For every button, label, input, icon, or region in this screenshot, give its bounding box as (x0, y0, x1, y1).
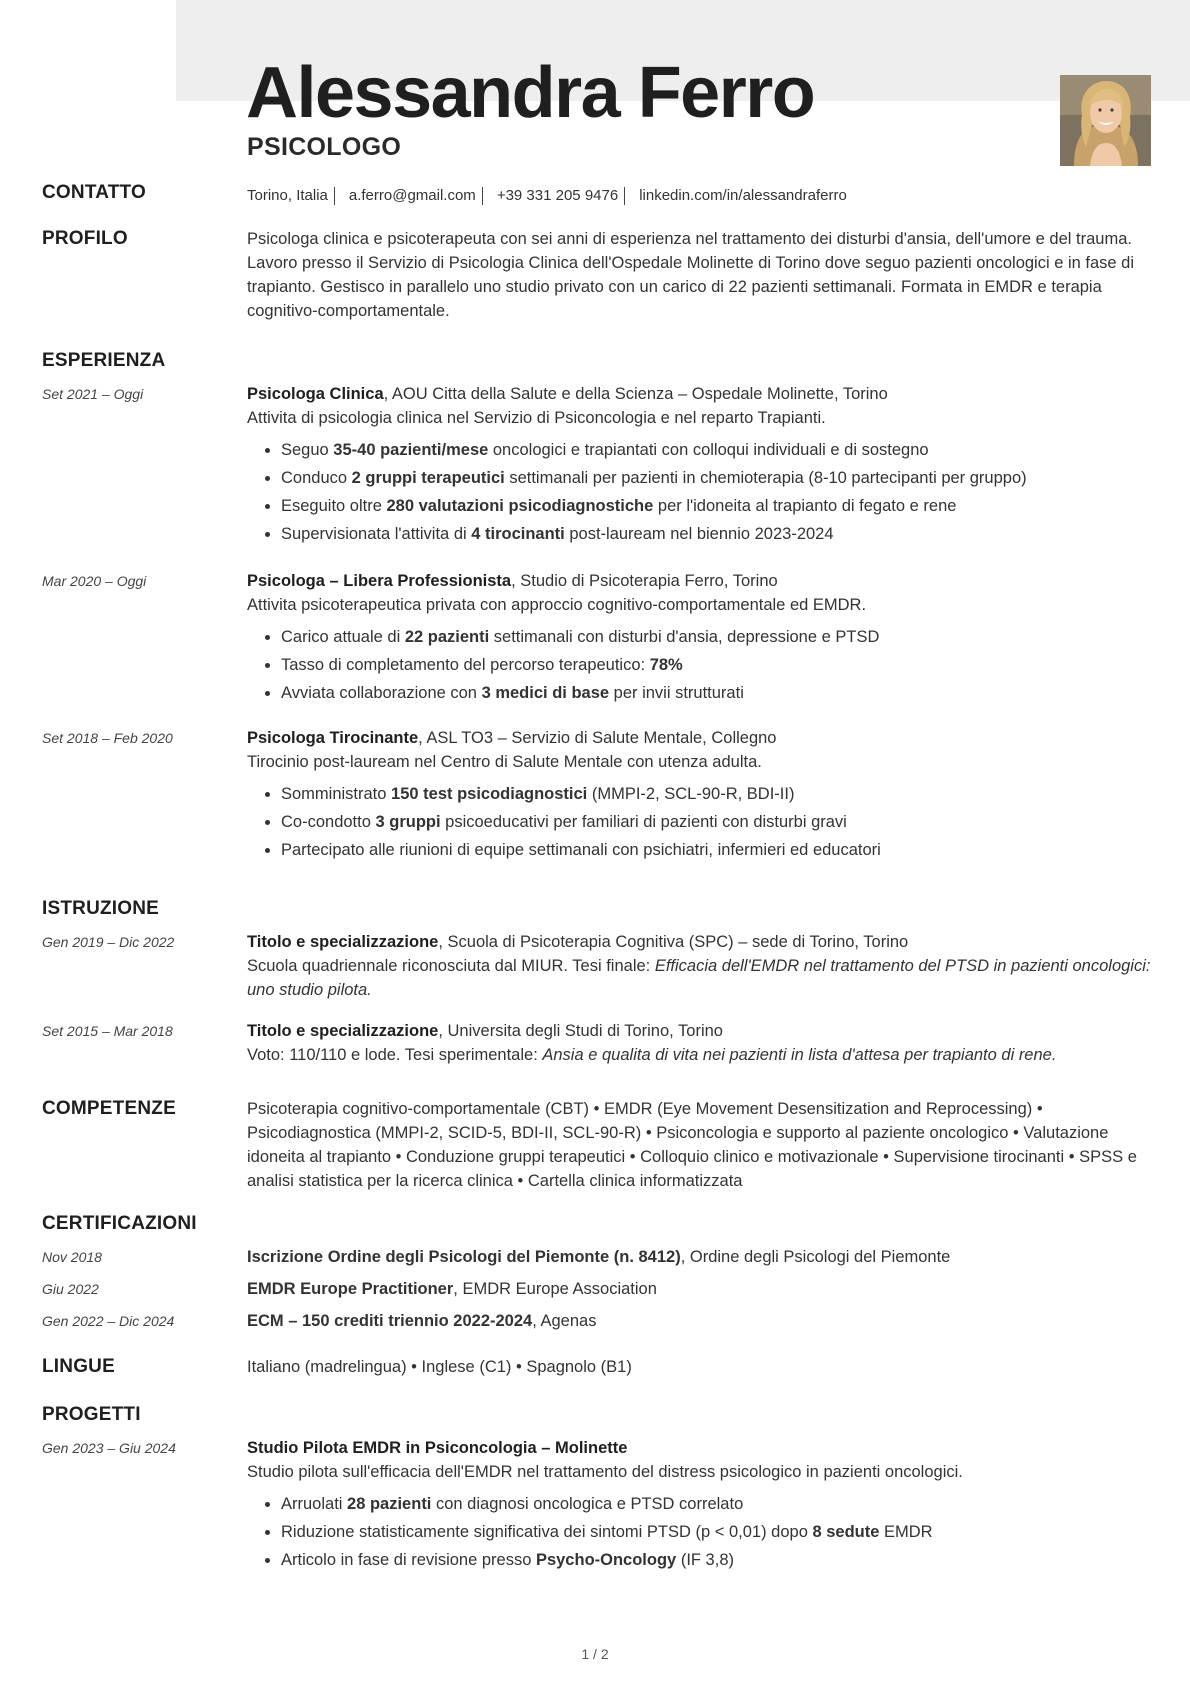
cert-name: Iscrizione Ordine degli Psicologi del Piemonte (n. 8412) (247, 1248, 681, 1266)
certification-item (247, 1245, 1152, 1269)
cert-name: EMDR Europe Practitioner (247, 1280, 454, 1298)
education-entry (247, 930, 1152, 1002)
entry-date: Gen 2019 – Dic 2022 (42, 934, 175, 950)
entry-date: Set 2021 – Oggi (42, 386, 144, 402)
section-title-certifications: CERTIFICAZIONI (42, 1213, 197, 1234)
section-title-education: ISTRUZIONE (42, 898, 160, 919)
entry-date: Set 2015 – Mar 2018 (42, 1023, 173, 1039)
list-item: • Supervisionata l'attivita di 4 tirocinanti post-lauream nel biennio 2023-2024 (281, 522, 1152, 546)
certification-item (247, 1277, 1152, 1301)
bullet-list (247, 438, 1152, 546)
list-item: • Avviata collaborazione con 3 medici di base per invii strutturati (281, 681, 1152, 705)
entry-heading (247, 726, 1152, 750)
entry-org: , Studio di Psicoterapia Ferro, Torino (511, 572, 778, 590)
entry-role: Psicologa Clinica (247, 385, 384, 403)
entry-role: Psicologa Tirocinante (247, 729, 419, 747)
cert-name: ECM – 150 crediti triennio 2022-2024 (247, 1312, 533, 1330)
list-item: • Partecipato alle riunioni di equipe settimanali con psichiatri, infermieri ed educatori (281, 838, 1152, 862)
list-item: • Riduzione statisticamente significativa dei sintomi PTSD (p < 0,01) dopo 8 sedute EMDR (281, 1520, 1152, 1544)
entry-date: Mar 2020 – Oggi (42, 573, 147, 589)
entry-date: Giu 2022 (42, 1281, 99, 1297)
entry-heading (247, 1436, 1152, 1460)
entry-heading (247, 569, 1152, 593)
entry-org: , AOU Citta della Salute e della Scienza – Ospedale Molinette, Torino (383, 385, 888, 403)
section-title-profile: PROFILO (42, 228, 128, 249)
profile-text: Psicologa clinica e psicoterapeuta con sei anni di esperienza nel trattamento dei disturbi d'ansia, dell'umore e del trauma. Lavoro presso il Servizio di Psicologia Clinica dell'Ospedale Molinette di Torino dove seguo pazienti oncologici e in fase di trapianto. Gestisco in parallelo uno studio privato con un carico di 22 pazienti settimanali. Formata in EMDR e terapia cognitivo-comportamentale. (247, 230, 1135, 320)
list-item: • Co-condotto 3 gruppi psicoeducativi per familiari di pazienti con disturbi gravi (281, 810, 1152, 834)
contact-location: Torino, Italia (247, 187, 328, 204)
experience-entry (247, 726, 1152, 866)
certification-item (247, 1309, 1152, 1333)
list-item: • Tasso di completamento del percorso terapeutico: 78% (281, 653, 1152, 677)
languages-text: Italiano (madrelingua) • Inglese (C1) • Spagnolo (B1) (247, 1358, 632, 1376)
divider (624, 187, 625, 205)
contact-phone[interactable]: +39 331 205 9476 (496, 187, 619, 204)
page-number: 1 / 2 (581, 1646, 609, 1662)
entry-description: Tirocinio post-lauream nel Centro di Salute Mentale con utenza adulta. (247, 753, 762, 771)
contact-row (247, 184, 1152, 208)
divider (482, 187, 483, 205)
entry-degree: Titolo e specializzazione (247, 933, 439, 951)
entry-description: Studio pilota sull'efficacia dell'EMDR nel trattamento del distress psicologico in pazienti oncologici. (247, 1463, 963, 1481)
skills-text: Psicoterapia cognitivo-comportamentale (CBT) • EMDR (Eye Movement Desensitization and Reprocessing) • Psicodiagnostica (MMPI-2, SCID-5, BDI-II, SCL-90-R) • Psiconcologia e supporto al paziente oncologico • Valutazione idoneita al trapianto • Conduzione gruppi terapeutici • Colloquio clinico e motivazionale • Supervisione tirocinanti • SPSS e analisi statistica per la ricerca clinica • Cartella clinica informatizzata (247, 1100, 1137, 1190)
contact-linkedin[interactable]: linkedin.com/in/alessandraferro (639, 187, 847, 204)
entry-description: Attivita di psicologia clinica nel Servizio di Psiconcologia e nel reparto Trapianti. (247, 409, 826, 427)
bullet-list (247, 625, 1152, 705)
entry-description: Scuola quadriennale riconosciuta dal MIUR. Tesi finale: Efficacia dell'EMDR nel trattamento del PTSD in pazienti oncologici: uno studio pilota. (247, 957, 1151, 999)
candidate-name: Alessandra Ferro (246, 53, 815, 133)
profile-photo (1060, 75, 1151, 166)
entry-school: , Scuola di Psicoterapia Cognitiva (SPC) – sede di Torino, Torino (438, 933, 909, 951)
cert-issuer: , Ordine degli Psicologi del Piemonte (680, 1248, 951, 1266)
cert-issuer: , Agenas (532, 1312, 597, 1330)
portrait-image (1060, 75, 1151, 166)
entry-description: Attivita psicoterapeutica privata con approccio cognitivo-comportamentale ed EMDR. (247, 596, 867, 614)
contact-email[interactable]: a.ferro@gmail.com (348, 187, 476, 204)
entry-heading (247, 382, 1152, 406)
list-item: • Carico attuale di 22 pazienti settimanali con disturbi d'ansia, depressione e PTSD (281, 625, 1152, 649)
thesis-title: Ansia e qualita di vita nei pazienti in lista d'attesa per trapianto di rene. (542, 1046, 1057, 1064)
entry-role: Psicologa – Libera Professionista (247, 572, 512, 590)
list-item: • Eseguito oltre 280 valutazioni psicodiagnostiche per l'idoneita al trapianto di fegato e rene (281, 494, 1152, 518)
entry-date: Nov 2018 (42, 1249, 102, 1265)
section-title-contact: CONTATTO (42, 182, 146, 203)
entry-school: , Universita degli Studi di Torino, Torino (438, 1022, 723, 1040)
project-entry (247, 1436, 1152, 1576)
section-title-experience: ESPERIENZA (42, 350, 166, 371)
list-item: • Seguo 35-40 pazienti/mese oncologici e trapiantati con colloqui individuali e di sostegno (281, 438, 1152, 462)
list-item: • Arruolati 28 pazienti con diagnosi oncologica e PTSD correlato (281, 1492, 1152, 1516)
education-entry (247, 1019, 1152, 1067)
entry-org: , ASL TO3 – Servizio di Salute Mentale, Collegno (418, 729, 777, 747)
section-title-skills: COMPETENZE (42, 1098, 176, 1119)
entry-description: Voto: 110/110 e lode. Tesi sperimentale: Ansia e qualita di vita nei pazienti in lista d'attesa per trapianto di rene. (247, 1046, 1057, 1064)
entry-heading (247, 930, 1152, 954)
entry-date: Gen 2023 – Giu 2024 (42, 1440, 176, 1456)
entry-heading (247, 1019, 1152, 1043)
bullet-list (247, 1492, 1152, 1572)
section-title-projects: PROGETTI (42, 1404, 141, 1425)
experience-entry (247, 382, 1152, 550)
list-item: • Articolo in fase di revisione presso Psycho-Oncology (IF 3,8) (281, 1548, 1152, 1572)
list-item: • Conduco 2 gruppi terapeutici settimanali per pazienti in chemioterapia (8-10 partecipanti per gruppo) (281, 466, 1152, 490)
divider (334, 187, 335, 205)
project-title: Studio Pilota EMDR in Psiconcologia – Molinette (247, 1439, 628, 1457)
job-title: PSICOLOGO (247, 133, 402, 161)
section-title-languages: LINGUE (42, 1356, 115, 1377)
entry-date: Set 2018 – Feb 2020 (42, 730, 173, 746)
thesis-title: Efficacia dell'EMDR nel trattamento del PTSD in pazienti oncologici: uno studio pilota. (247, 957, 1151, 999)
cert-issuer: , EMDR Europe Association (453, 1280, 657, 1298)
entry-degree: Titolo e specializzazione (247, 1022, 439, 1040)
list-item: • Somministrato 150 test psicodiagnostici (MMPI-2, SCL-90-R, BDI-II) (281, 782, 1152, 806)
bullet-list (247, 782, 1152, 862)
experience-entry (247, 569, 1152, 709)
entry-date: Gen 2022 – Dic 2024 (42, 1313, 175, 1329)
